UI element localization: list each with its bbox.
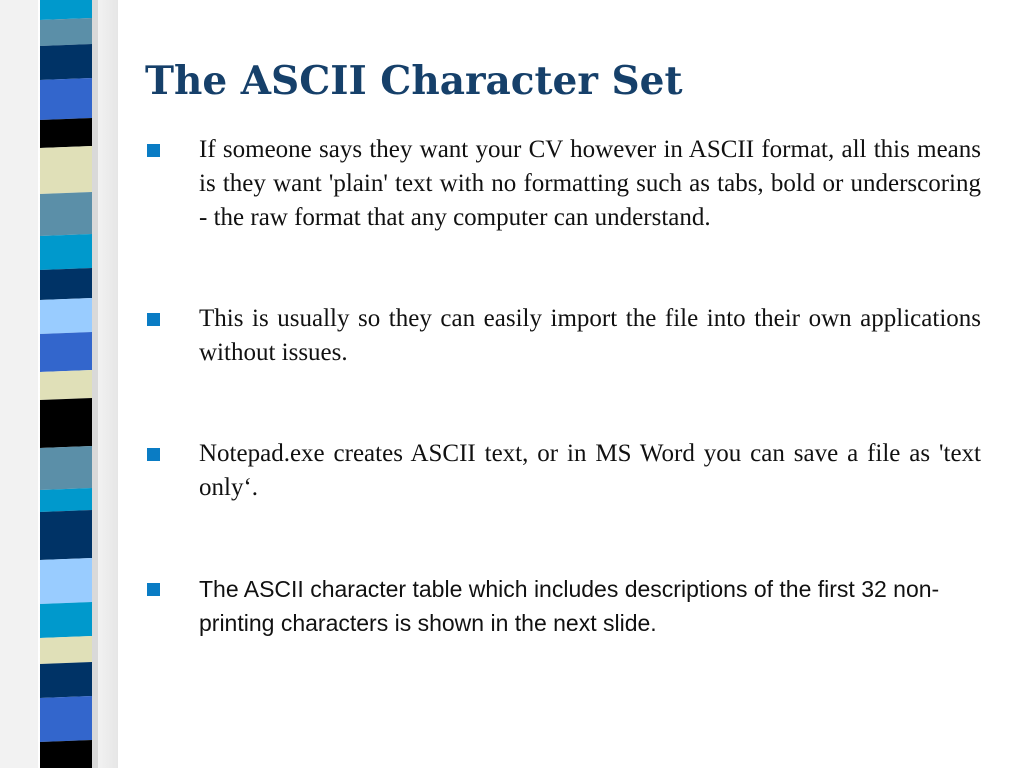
slide-title: The ASCII Character Set xyxy=(145,58,683,104)
bullet-item xyxy=(147,302,981,370)
stripe-blocks xyxy=(0,0,118,768)
bullet-text: This is usually so they can easily import the file into their own applications without issues. xyxy=(199,305,981,366)
bullet-item xyxy=(147,437,981,505)
square-bullet-icon xyxy=(147,144,160,157)
decorative-stripe xyxy=(0,0,118,768)
square-bullet-icon xyxy=(147,448,160,461)
square-bullet-icon xyxy=(147,313,160,326)
bullet-list xyxy=(147,133,981,640)
bullet-text: Notepad.exe creates ASCII text, or in MS Word you can save a file as 'text only‘. xyxy=(199,440,981,501)
square-bullet-icon xyxy=(147,583,160,596)
bullet-item xyxy=(147,572,981,640)
bullet-text: The ASCII character table which includes descriptions of the first 32 non-printing characters is shown in the next slide. xyxy=(199,576,940,636)
bullet-item xyxy=(147,133,981,235)
bullet-text: If someone says they want your CV however in ASCII format, all this means is they want 'plain' text with no formatting such as tabs, bold or underscoring - the raw format that any computer can understand. xyxy=(199,136,981,231)
